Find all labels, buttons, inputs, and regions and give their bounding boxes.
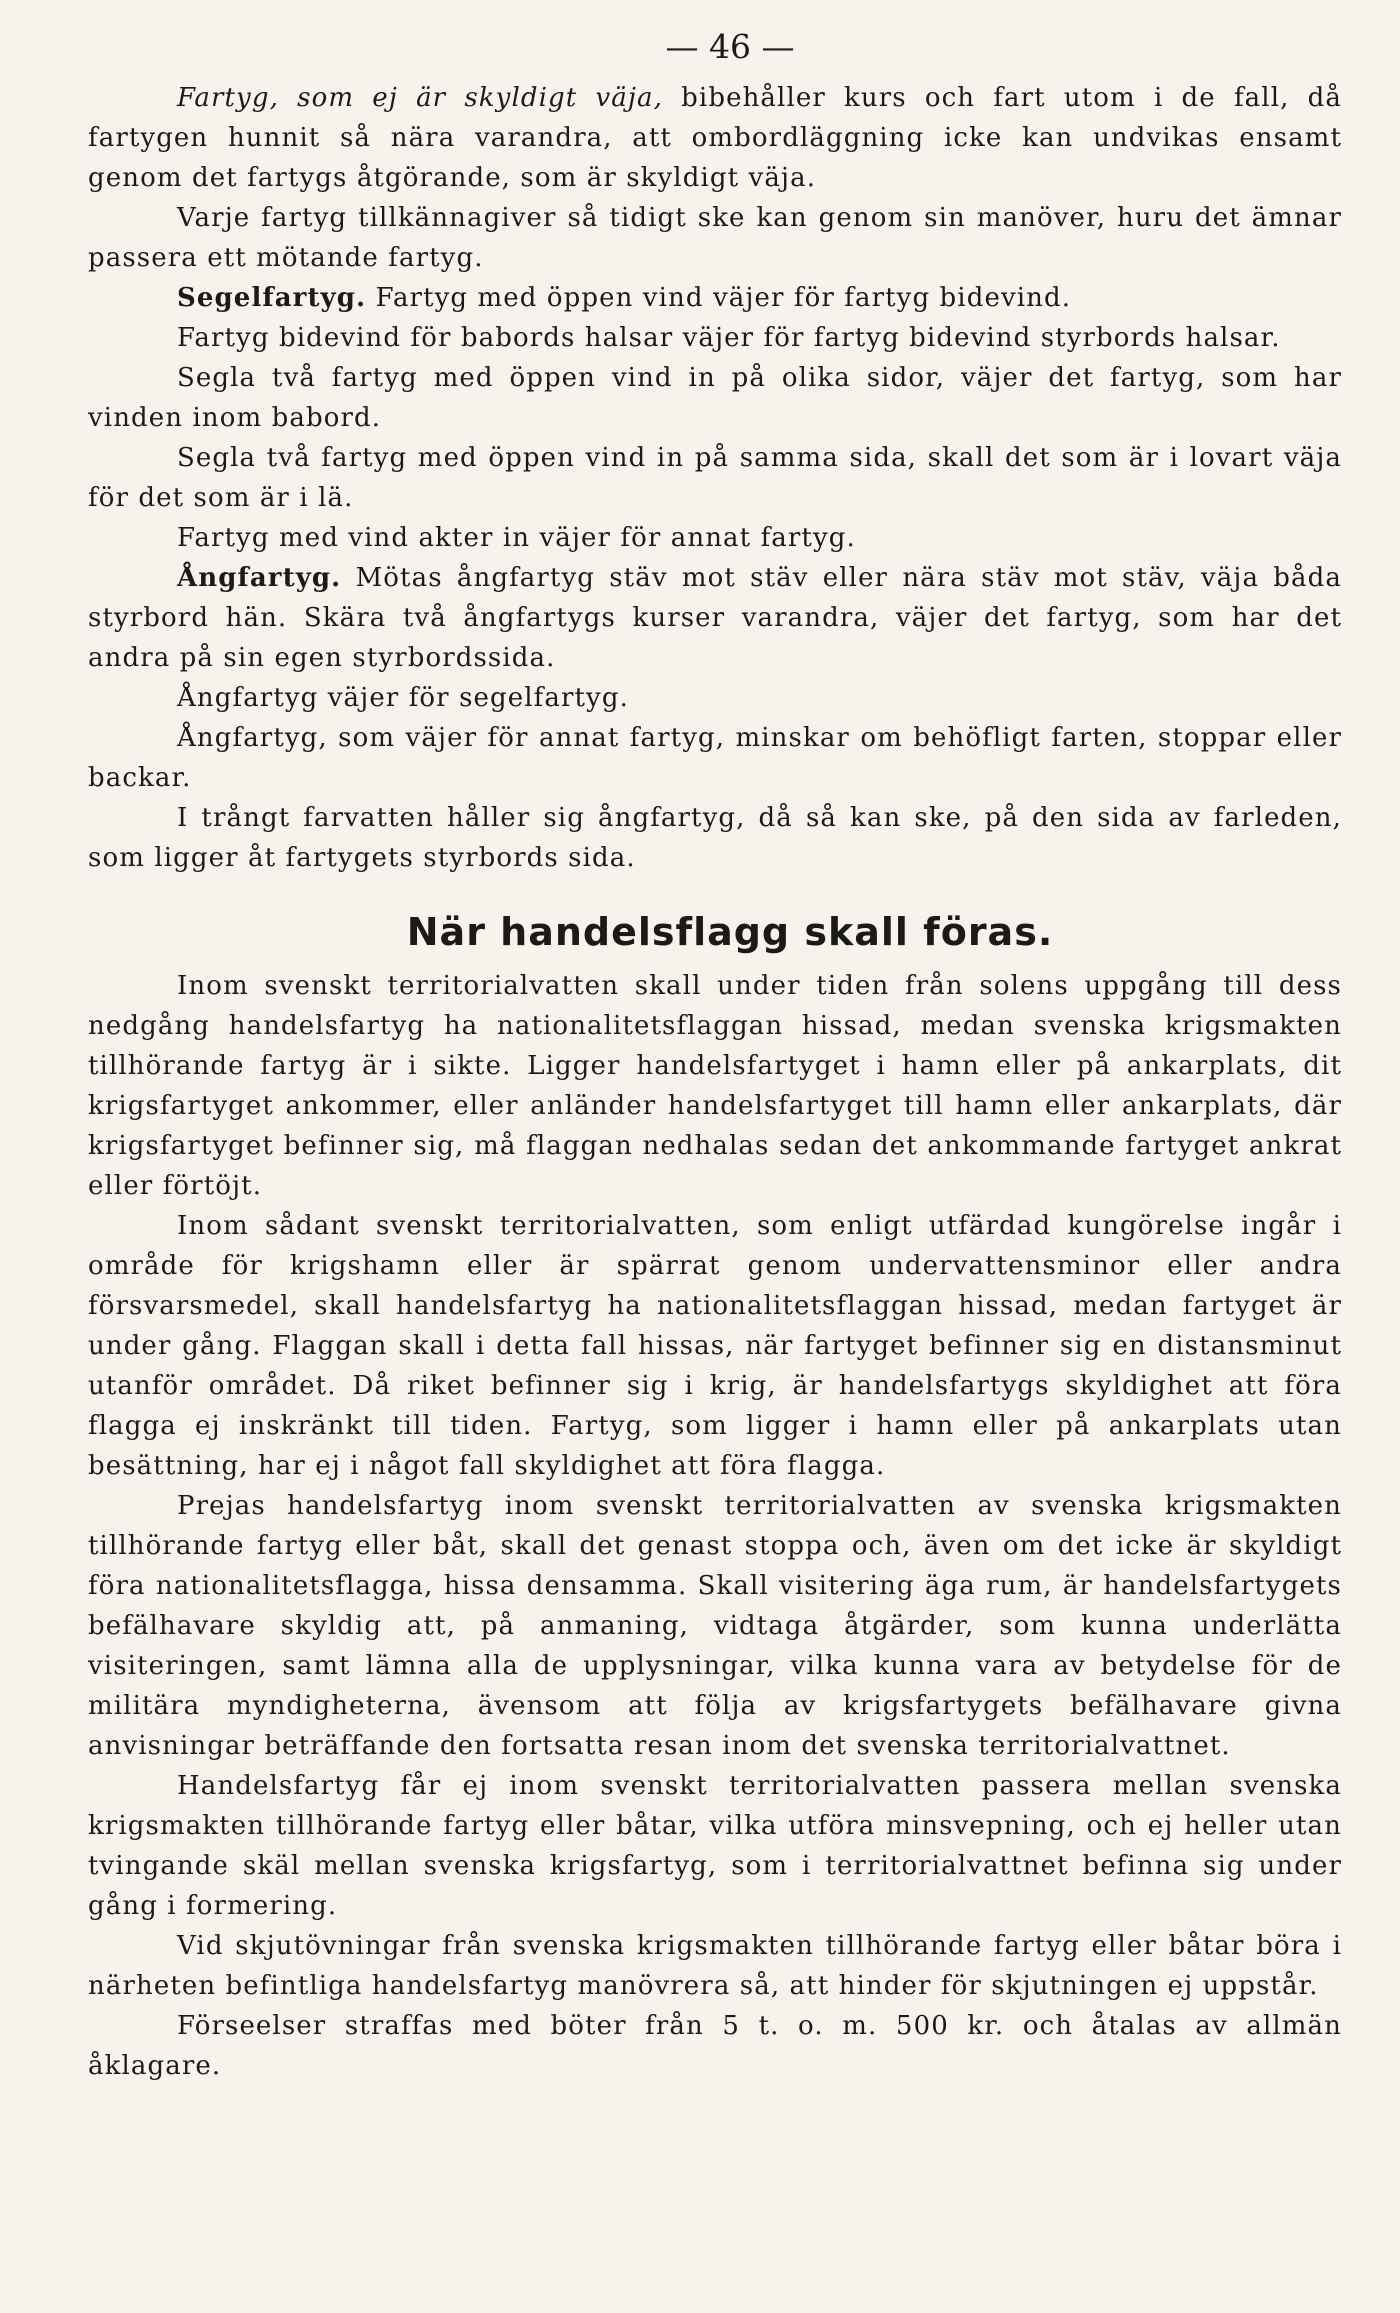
paragraph: I trångt farvatten håller sig ångfartyg, då så kan ske, på den sida av farleden, som ligger åt fartygets styrbords sida. bbox=[88, 803, 1342, 873]
paragraph: Segla två fartyg med öppen vind in på olika sidor, väjer det fartyg, som har vinden inom babord. bbox=[88, 363, 1342, 433]
paragraph-text: Fartyg med öppen vind väjer för fartyg bidevind. bbox=[366, 283, 1072, 313]
paragraph: Inom sådant svenskt territorialvatten, som enligt utfärdad kungörelse ingår i område för krigshamn eller är spärrat genom undervattensminor eller andra försvarsmedel, skall handelsfartyg ha nationalitetsflaggan hissad, medan fartyget är under gång. Flaggan skall i detta fall hissas, när fartyget befinner sig en distansminut utanför området. Då riket befinner sig i krig, är handelsfartygs skyldighet att föra flagga ej inskränkt till tiden. Fartyg, som ligger i hamn eller på ankarplats utan besättning, har ej i något fall skyldighet att föra flagga. bbox=[88, 1211, 1342, 1481]
paragraph: Inom svenskt territorialvatten skall under tiden från solens uppgång till dess nedgång handelsfartyg ha nationalitetsflaggan hissad, medan svenska krigsmakten tillhörande fartyg är i sikte. Ligger handelsfartyget i hamn eller på ankarplats, dit krigsfartyget ankommer, eller anländer handelsfartyget till hamn eller ankarplats, där krigsfartyget befinner sig, må flaggan nedhalas sedan det ankommande fartyget ankrat eller förtöjt. bbox=[88, 971, 1342, 1201]
paragraph: Varje fartyg tillkännagiver så tidigt ske kan genom sin manöver, huru det ämnar passera ett mötande fartyg. bbox=[88, 203, 1342, 273]
paragraph bbox=[88, 558, 1342, 678]
paragraph bbox=[88, 78, 1342, 198]
paragraph: Fartyg bidevind för babords halsar väjer för fartyg bidevind styrbords halsar. bbox=[177, 323, 1281, 353]
paragraph-text: bibehåller kurs och fart utom i de fall, då fartygen hunnit så nära varandra, att ombordläggning icke kan undvikas ensamt genom det fartygs åtgörande, som är skyldigt väja. bbox=[88, 83, 1342, 193]
paragraph: Fartyg med vind akter in väjer för annat fartyg. bbox=[177, 523, 856, 553]
paragraph: Handelsfartyg får ej inom svenskt territorialvatten passera mellan svenska krigsmakten tillhörande fartyg eller båtar, vilka utföra minsvepning, och ej heller utan tvingande skäl mellan svenska krigsfartyg, som i territorialvattnet befinna sig under gång i formering. bbox=[88, 1771, 1342, 1921]
paragraph: Ångfartyg väjer för segelfartyg. bbox=[177, 683, 629, 713]
paragraph-lead: Ångfartyg. bbox=[177, 563, 342, 593]
paragraph-lead: Segelfartyg. bbox=[177, 283, 367, 313]
paragraph: Förseelser straffas med böter från 5 t. o. m. 500 kr. och åtalas av allmän åklagare. bbox=[88, 2011, 1342, 2081]
paragraph: Ångfartyg, som väjer för annat fartyg, minskar om behöfligt farten, stoppar eller backar. bbox=[88, 723, 1342, 793]
section-right-of-way bbox=[88, 78, 1342, 878]
paragraph: Prejas handelsfartyg inom svenskt territorialvatten av svenska krigsmakten tillhörande fartyg eller båt, skall det genast stoppa och, även om det icke är skyldigt föra nationalitetsflagga, hissa densamma. Skall visitering äga rum, är handelsfartygets befälhavare skyldig att, på anmaning, vidtaga åtgärder, som kunna underlätta visiteringen, samt lämna alla de upplysningar, vilka kunna vara av betydelse för de militära myndigheterna, ävensom att följa av krigsfartygets befälhavare givna anvisningar beträffande den fortsatta resan inom det svenska territorialvattnet. bbox=[88, 1491, 1342, 1761]
section-merchant-flag bbox=[88, 966, 1342, 2086]
section-heading: När handelsflagg skall föras. bbox=[406, 910, 1054, 954]
paragraph-text: Mötas ångfartyg stäv mot stäv eller nära stäv mot stäv, väja båda styrbord hän. Skära två ångfartygs kurser varandra, väjer det fartyg, som har det andra på sin egen styrbordssida. bbox=[88, 563, 1342, 673]
page-number: — 46 — bbox=[665, 27, 795, 66]
paragraph: Vid skjutövningar från svenska krigsmakten tillhörande fartyg eller båtar böra i närheten befintliga handelsfartyg manövrera så, att hinder för skjutningen ej uppstår. bbox=[88, 1931, 1342, 2001]
paragraph bbox=[88, 278, 1342, 318]
paragraph: Segla två fartyg med öppen vind in på samma sida, skall det som är i lovart väja för det som är i lä. bbox=[88, 443, 1342, 513]
paragraph-lead: Fartyg, som ej är skyldigt väja, bbox=[177, 83, 664, 113]
